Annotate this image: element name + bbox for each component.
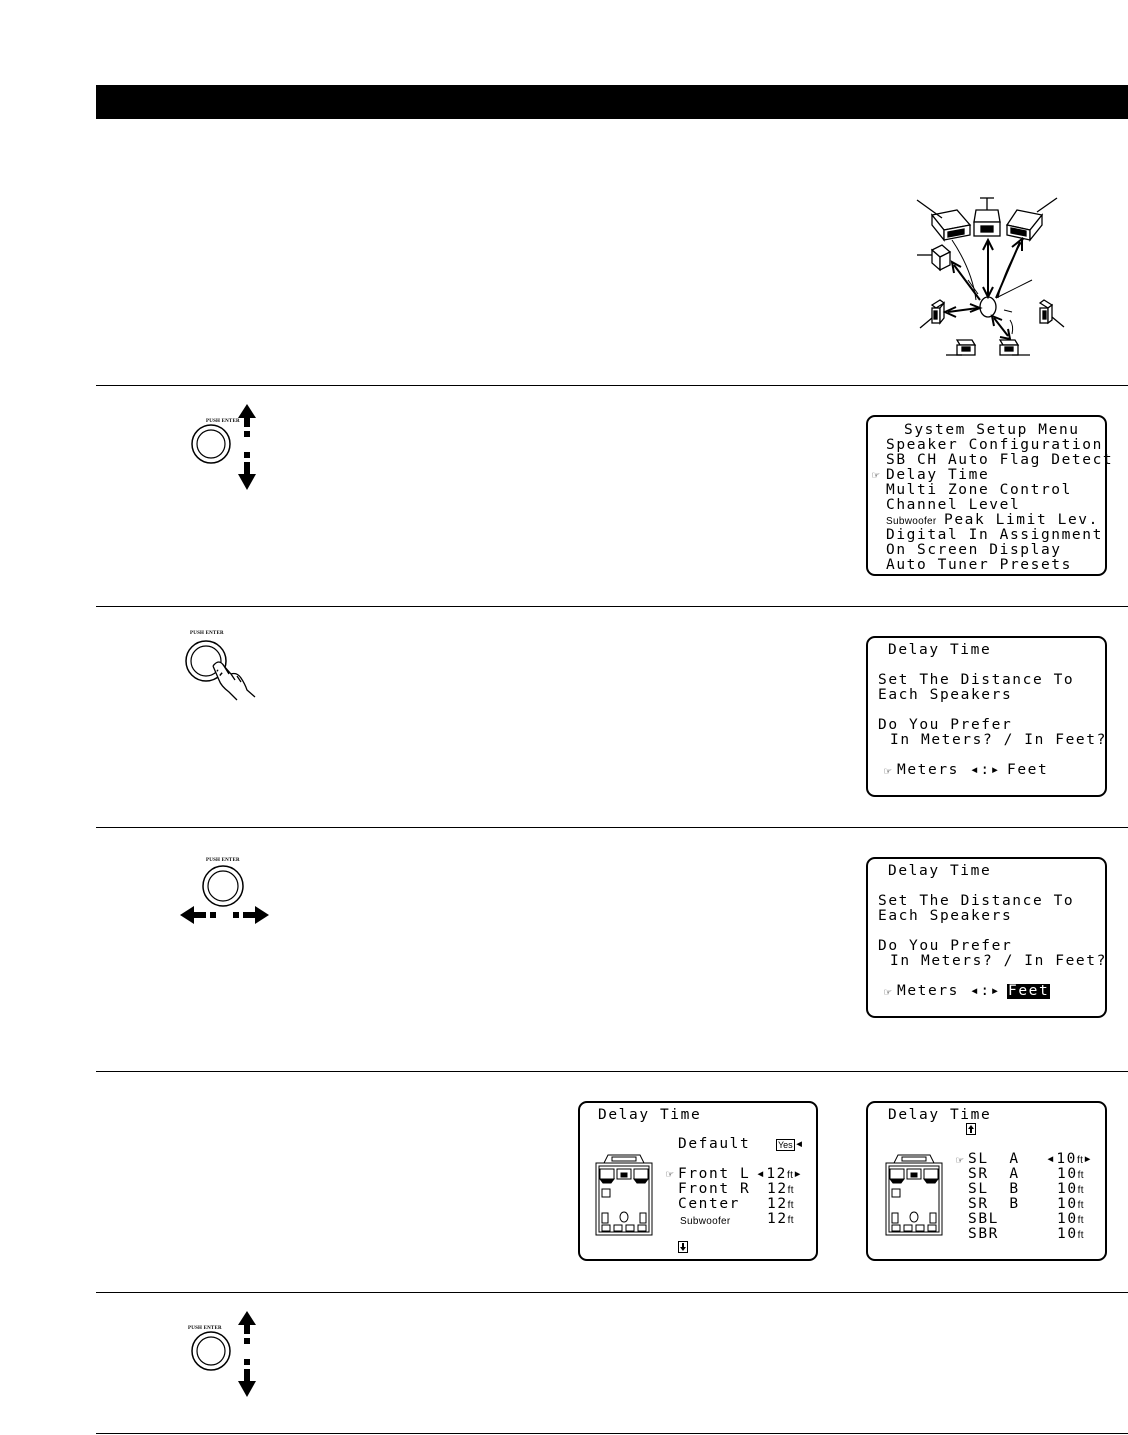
section-header-bar xyxy=(96,85,1128,119)
menu-item-multi-zone[interactable]: Multi Zone Control xyxy=(886,482,1072,498)
row-sl-a-value[interactable]: 10 xyxy=(1056,1151,1078,1167)
push-enter-label: PUSH ENTER xyxy=(206,419,240,424)
right-arrow-icon: ▸ xyxy=(793,1166,804,1182)
selection-pointer-icon: ☞ xyxy=(884,764,892,778)
row-sr-a-name[interactable]: SR A xyxy=(968,1166,1020,1182)
row-center-name[interactable]: Center xyxy=(678,1196,740,1212)
menu-item-delay-time[interactable]: Delay Time xyxy=(886,467,990,483)
scroll-up-icon[interactable] xyxy=(966,1123,976,1139)
menu-title: System Setup Menu xyxy=(904,422,1080,438)
screen-title: Delay Time xyxy=(888,1107,992,1123)
row-pointer-icon: ☞ xyxy=(956,1153,964,1167)
row-sl-b-value: 10 xyxy=(1057,1181,1078,1197)
selection-pointer-icon: ☞ xyxy=(884,985,892,999)
menu-item-peak-limit[interactable]: Peak Limit Lev. xyxy=(944,512,1099,528)
row-sl-b-name[interactable]: SL B xyxy=(968,1181,1020,1197)
row-sbl-value: 10 xyxy=(1057,1211,1078,1227)
screen-title: Delay Time xyxy=(598,1107,702,1123)
menu-item-auto-tuner-presets[interactable]: Auto Tuner Presets xyxy=(886,557,1072,573)
section-divider xyxy=(96,606,1128,607)
row-center-value: 12 xyxy=(767,1196,788,1212)
unit-label: ft xyxy=(787,1215,794,1226)
row-pointer-icon: ☞ xyxy=(666,1167,674,1181)
unit-label: ft xyxy=(1077,1155,1084,1166)
section-divider xyxy=(96,1433,1128,1434)
unit-label: ft xyxy=(787,1200,794,1211)
row-subwoofer-value: 12 xyxy=(767,1211,788,1227)
prompt-line-4: In Meters? / In Feet? xyxy=(890,732,1107,748)
left-arrow-icon: ◂ xyxy=(1046,1151,1057,1167)
left-arrow-icon: ◂ xyxy=(794,1136,806,1152)
push-enter-label: PUSH ENTER xyxy=(190,631,224,636)
row-subwoofer-name[interactable]: Subwoofer xyxy=(680,1216,731,1227)
prompt-line-3: Do You Prefer xyxy=(878,717,1013,733)
unit-label: ft xyxy=(1077,1170,1084,1181)
speaker-map-icon xyxy=(884,1153,944,1237)
unit-label: ft xyxy=(1077,1185,1084,1196)
section-divider xyxy=(96,827,1128,828)
prompt-line-4: In Meters? / In Feet? xyxy=(890,953,1107,969)
row-sbl-name[interactable]: SBL xyxy=(968,1211,999,1227)
row-sr-b-name[interactable]: SR B xyxy=(968,1196,1020,1212)
menu-item-channel-level[interactable]: Channel Level xyxy=(886,497,1021,513)
row-front-r-name[interactable]: Front R xyxy=(678,1181,751,1197)
menu-item-speaker-configuration[interactable]: Speaker Configuration xyxy=(886,437,1103,453)
unit-label: ft xyxy=(787,1185,794,1196)
speaker-layout-icon xyxy=(912,190,1072,365)
default-yes-value[interactable]: Yes xyxy=(778,1140,793,1150)
prompt-line-1: Set The Distance To xyxy=(878,672,1075,688)
row-front-l-name[interactable]: Front L xyxy=(678,1166,751,1182)
delay-time-surround-screen xyxy=(866,1101,1107,1261)
unit-label: ft xyxy=(787,1170,794,1181)
system-setup-menu-screen xyxy=(866,415,1114,576)
prompt-line-3: Do You Prefer xyxy=(878,938,1013,954)
unit-label: ft xyxy=(1077,1215,1084,1226)
speaker-map-icon xyxy=(594,1153,654,1237)
left-arrow-icon: ◂ xyxy=(756,1166,767,1182)
option-meters[interactable]: Meters xyxy=(897,762,959,778)
prompt-line-2: Each Speakers xyxy=(878,908,1013,924)
updown-arrows-icon xyxy=(185,1307,265,1402)
left-right-arrows-icon: ◂:▸ xyxy=(970,983,1001,999)
delay-time-front-screen xyxy=(578,1101,818,1261)
menu-item-digital-in[interactable]: Digital In Assignment xyxy=(886,527,1103,543)
menu-item-sb-ch-auto-flag[interactable]: SB CH Auto Flag Detect xyxy=(886,452,1114,468)
row-sbr-value: 10 xyxy=(1057,1226,1078,1242)
scroll-down-icon[interactable] xyxy=(678,1241,688,1257)
menu-pointer-icon: ☞ xyxy=(872,468,880,482)
leftright-arrows-icon xyxy=(178,852,273,928)
updown-arrows-icon xyxy=(185,400,265,495)
unit-label: ft xyxy=(1077,1200,1084,1211)
hand-press-icon xyxy=(185,622,270,710)
option-feet-highlighted[interactable]: Feet xyxy=(1008,983,1050,999)
menu-item-subwoofer-prefix: Subwoofer xyxy=(886,516,937,527)
row-sr-b-value: 10 xyxy=(1057,1196,1078,1212)
screen-title: Delay Time xyxy=(888,642,992,658)
screen-title: Delay Time xyxy=(888,863,992,879)
push-enter-label: PUSH ENTER xyxy=(206,858,240,863)
right-arrow-icon: ▸ xyxy=(1083,1151,1094,1167)
left-right-arrows-icon: ◂:▸ xyxy=(970,762,1001,778)
option-meters[interactable]: Meters xyxy=(897,983,959,999)
push-enter-label: PUSH ENTER xyxy=(188,1326,222,1331)
row-sl-a-name[interactable]: SL A xyxy=(968,1151,1020,1167)
unit-label: ft xyxy=(1077,1230,1084,1241)
row-sbr-name[interactable]: SBR xyxy=(968,1226,999,1242)
delay-time-feet-selected-screen xyxy=(866,857,1107,1018)
menu-item-on-screen-display[interactable]: On Screen Display xyxy=(886,542,1062,558)
section-divider xyxy=(96,1071,1128,1072)
prompt-line-1: Set The Distance To xyxy=(878,893,1075,909)
section-divider xyxy=(96,1292,1128,1293)
prompt-line-2: Each Speakers xyxy=(878,687,1013,703)
row-front-r-value: 12 xyxy=(767,1181,788,1197)
row-sr-a-value: 10 xyxy=(1057,1166,1078,1182)
row-front-l-value[interactable]: 12 xyxy=(766,1166,788,1182)
default-label: Default xyxy=(678,1136,751,1152)
option-feet[interactable]: Feet xyxy=(1007,762,1049,778)
delay-time-prompt-screen xyxy=(866,636,1107,797)
section-divider xyxy=(96,385,1128,386)
